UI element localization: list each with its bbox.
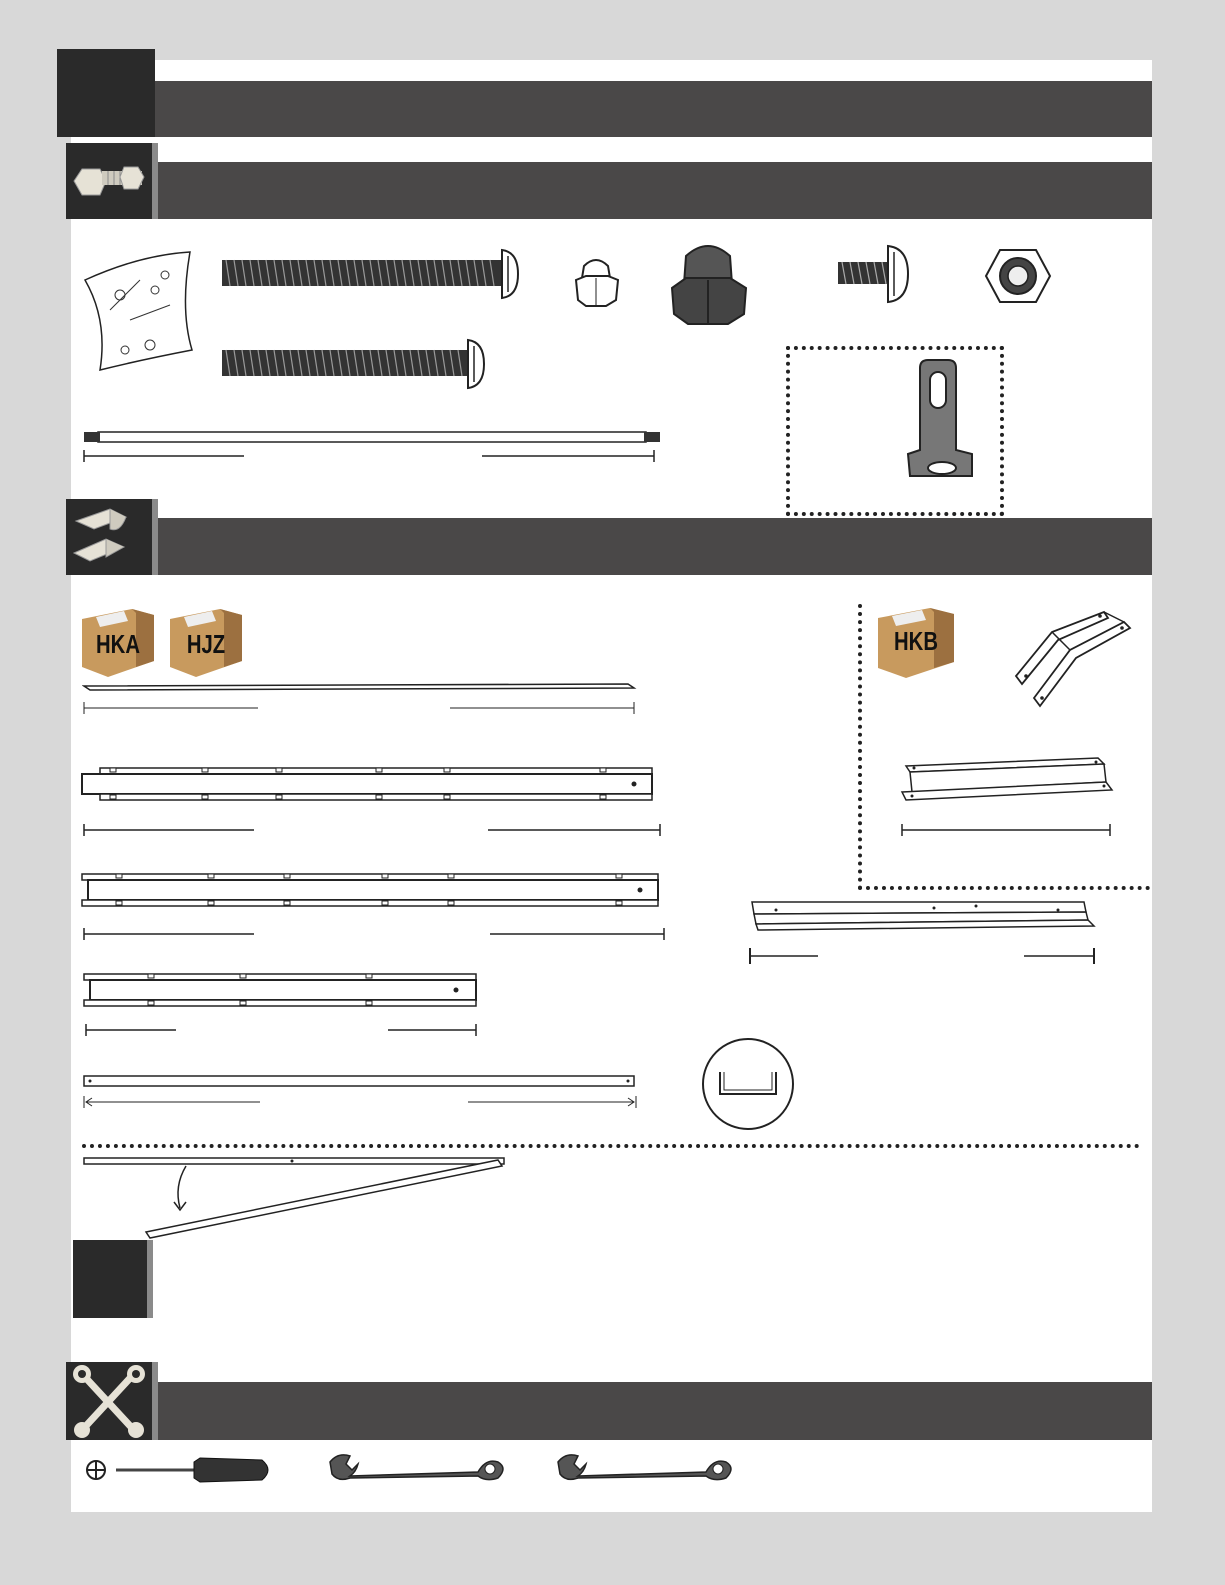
parts-box-hka — [80, 605, 156, 679]
sub-step-tab — [73, 1240, 153, 1318]
tools-section-icon-tile — [66, 1362, 158, 1440]
medium-screw — [218, 334, 488, 394]
section-divider — [82, 1144, 1140, 1148]
long-screw — [218, 244, 523, 304]
cap-nut-small — [572, 254, 622, 308]
parts-box-hkb — [876, 604, 956, 680]
wrench-icon — [556, 1450, 736, 1486]
short-screw — [836, 244, 916, 304]
hardware-section-icon-tile — [66, 143, 158, 219]
angled-brace-pair — [1012, 606, 1138, 710]
channel-rail-1 — [80, 766, 666, 838]
bracket-icon — [66, 499, 152, 575]
lock-nut — [982, 244, 1054, 308]
channel-rail-3 — [82, 972, 486, 1038]
box-label-hkb: HKB — [894, 626, 938, 656]
hardware-bag — [80, 250, 200, 375]
crossed-wrenches-icon — [66, 1362, 152, 1440]
channel-rail-2 — [80, 872, 670, 942]
hardware-section-bar — [158, 162, 1152, 219]
tools-section-bar — [158, 1382, 1152, 1440]
side-rail-part — [748, 900, 1098, 966]
cap-nut-large — [668, 236, 750, 328]
screwdriver-icon — [84, 1452, 276, 1488]
box-label-hjz: HJZ — [186, 629, 226, 659]
folding-rail-diagram — [82, 1156, 512, 1240]
short-channel-part — [900, 756, 1124, 844]
step-number-tab — [57, 49, 155, 137]
wrench-icon — [328, 1450, 508, 1486]
box-label-hka: HKA — [96, 629, 140, 659]
thin-strip-part — [82, 1074, 642, 1114]
parts-box-hjz — [168, 605, 244, 679]
step-header-bar — [155, 81, 1152, 137]
channel-profile-callout — [700, 1036, 796, 1132]
l-bracket — [900, 358, 990, 488]
bolt-nut-icon — [66, 143, 152, 219]
threaded-rod — [82, 428, 662, 468]
parts-section-bar — [158, 518, 1152, 575]
parts-section-icon-tile — [66, 499, 158, 575]
flat-bar-part — [82, 682, 642, 718]
